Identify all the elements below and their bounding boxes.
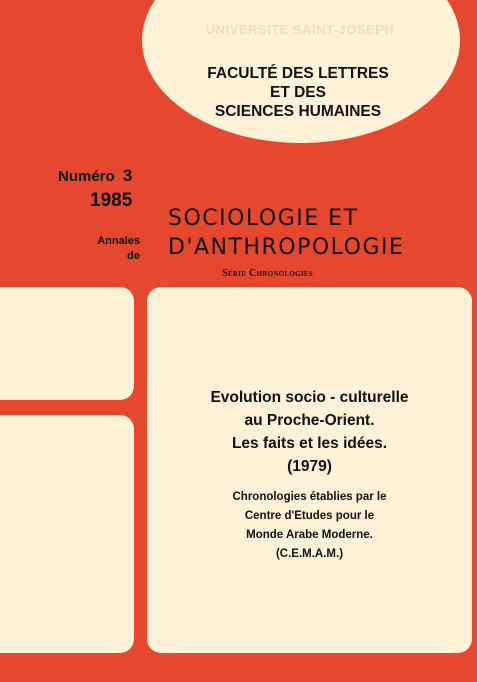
- annales-label: [92, 234, 140, 264]
- credit-block: [147, 488, 472, 564]
- university-name: UNIVERSITÉ SAINT-JOSEPH: [205, 22, 395, 37]
- credit-line: Centre d'Etudes pour le: [244, 510, 375, 522]
- content-title-line: Les faits et les idées.: [231, 435, 388, 452]
- journal-title-line: D'ANTHROPOLOGIE: [168, 235, 405, 260]
- journal-title: [168, 204, 404, 262]
- credit-line: Chronologies établies par le: [232, 491, 387, 503]
- left-panel-bottom: [0, 415, 134, 653]
- content-title-line: Evolution socio - culturelle: [210, 389, 409, 406]
- main-content: [147, 386, 472, 564]
- annales-line: Annales: [97, 235, 140, 247]
- credit-line: (C.E.M.A.M.): [275, 548, 344, 560]
- left-panel-top: [0, 287, 134, 400]
- content-title-line: au Proche-Orient.: [244, 412, 375, 429]
- faculty-line: ET DES: [270, 84, 326, 101]
- content-title-line: (1979): [287, 458, 332, 475]
- faculty-line: FACULTÉ DES LETTRES: [207, 65, 389, 82]
- issue-number-value: 3: [122, 166, 133, 185]
- faculty-line: SCIENCES HUMAINES: [214, 103, 382, 120]
- journal-title-line: SOCIOLOGIE ET: [168, 206, 359, 231]
- issue-number: [58, 166, 132, 186]
- credit-line: Monde Arabe Moderne.: [246, 529, 373, 541]
- annales-line: de: [127, 250, 140, 262]
- issue-year: 1985: [90, 190, 133, 211]
- issue-number-label: Numéro: [58, 168, 115, 185]
- series-label: Série Chronologies: [222, 268, 314, 279]
- faculty-name: [150, 64, 446, 121]
